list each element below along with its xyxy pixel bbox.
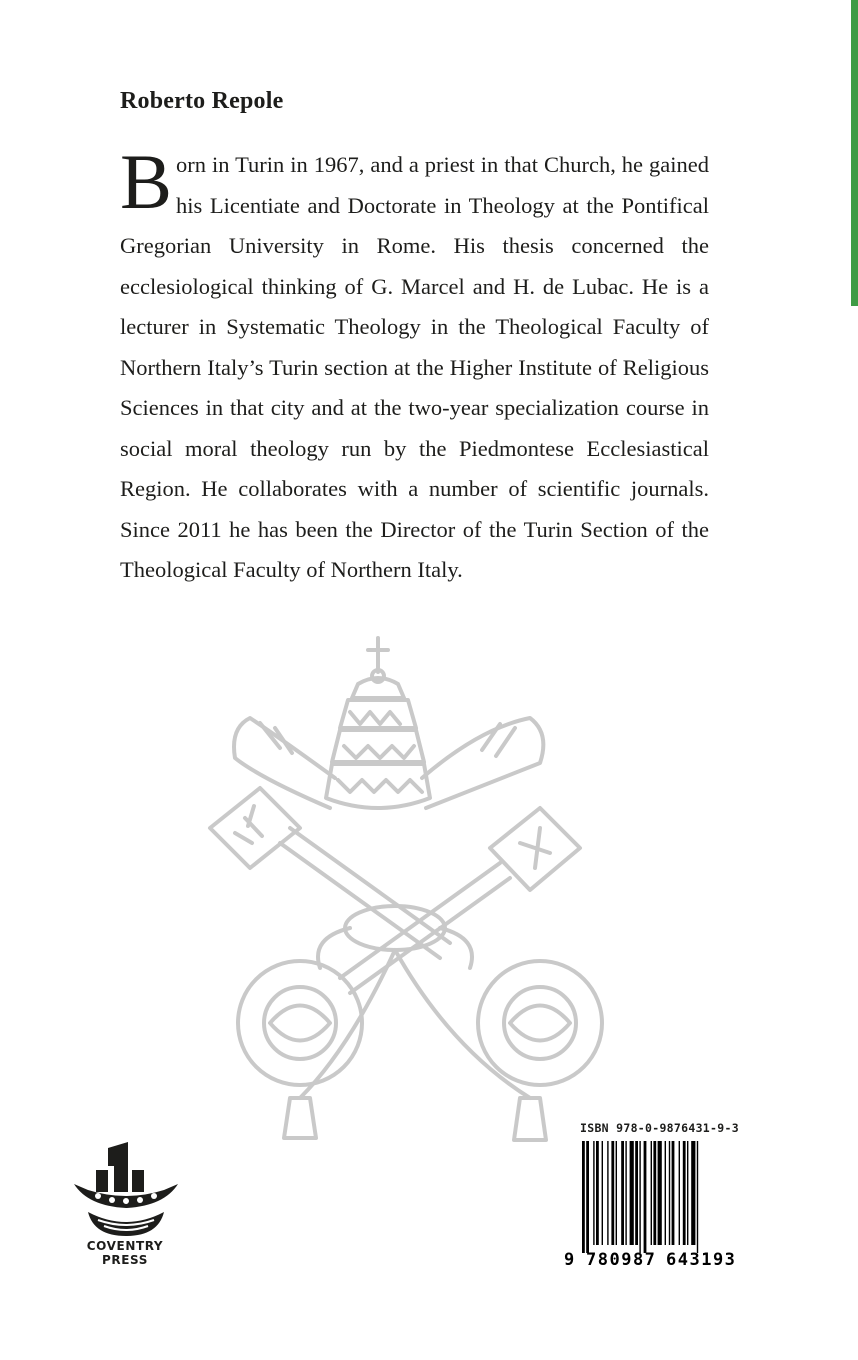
barcode-bar — [691, 1141, 695, 1245]
barcode-bar — [679, 1141, 680, 1245]
publisher-name-line1: COVENTRY — [86, 1239, 164, 1253]
barcode-bar — [586, 1141, 589, 1253]
publisher-name — [60, 1239, 190, 1267]
barcode-bar — [639, 1141, 640, 1253]
barcode — [562, 1137, 752, 1270]
barcode-bar — [616, 1141, 617, 1245]
barcode-digits-left: 780987 — [586, 1250, 657, 1270]
barcode-bar — [596, 1141, 599, 1245]
barcode-bar — [630, 1141, 634, 1245]
barcode-digit-lead: 9 — [564, 1250, 575, 1270]
barcode-bar — [658, 1141, 662, 1245]
papal-keys-tiara-icon — [190, 628, 750, 1160]
barcode-bar — [672, 1141, 675, 1245]
publisher-name-line2: PRESS — [102, 1253, 148, 1267]
barcode-bar — [611, 1141, 614, 1245]
barcode-bar — [665, 1141, 666, 1245]
barcode-bar — [582, 1141, 585, 1253]
barcode-bar — [683, 1141, 686, 1245]
barcode-bar — [635, 1141, 638, 1245]
author-heading: Roberto Repole — [120, 88, 284, 114]
bio-dropcap: B — [120, 138, 173, 225]
barcode-bar — [602, 1141, 603, 1245]
barcode-bar — [669, 1141, 670, 1245]
barcode-bar — [593, 1141, 594, 1245]
barcode-bar — [651, 1141, 652, 1245]
barcode-bar — [653, 1141, 656, 1245]
barcode-bar — [625, 1141, 626, 1245]
barcode-bar — [607, 1141, 608, 1245]
spine-color-strip — [851, 0, 858, 306]
barcode-bar — [644, 1141, 647, 1253]
author-bio — [120, 138, 709, 591]
barcode-bar — [621, 1141, 624, 1245]
barcode-bar — [687, 1141, 688, 1245]
barcode-digits-right: 643193 — [666, 1250, 737, 1270]
barcode-bar — [697, 1141, 698, 1253]
isbn-label: ISBN 978-0-9876431-9-3 — [580, 1121, 739, 1135]
bio-text: orn in Turin in 1967, and a priest in that Church, he gained his Licentiate and Doctorate in Theology at the Pontifical Gregorian University in Rome. His thesis concerned the ecclesiological thinking of G. Marcel and H. de Lubac. He is a lecturer in Systematic Theology in the Theological Faculty of Northern Italy’s Turin section at the Higher Institute of Religious Sciences in that city and at the two-year specialization course in social moral theology run by the Piedmontese Ecclesiastical Region. He collaborates with a number of scientific journals. Since 2011 he has been the Director of the Turin Section of the Theological Faculty of Northern Italy. — [120, 152, 709, 582]
